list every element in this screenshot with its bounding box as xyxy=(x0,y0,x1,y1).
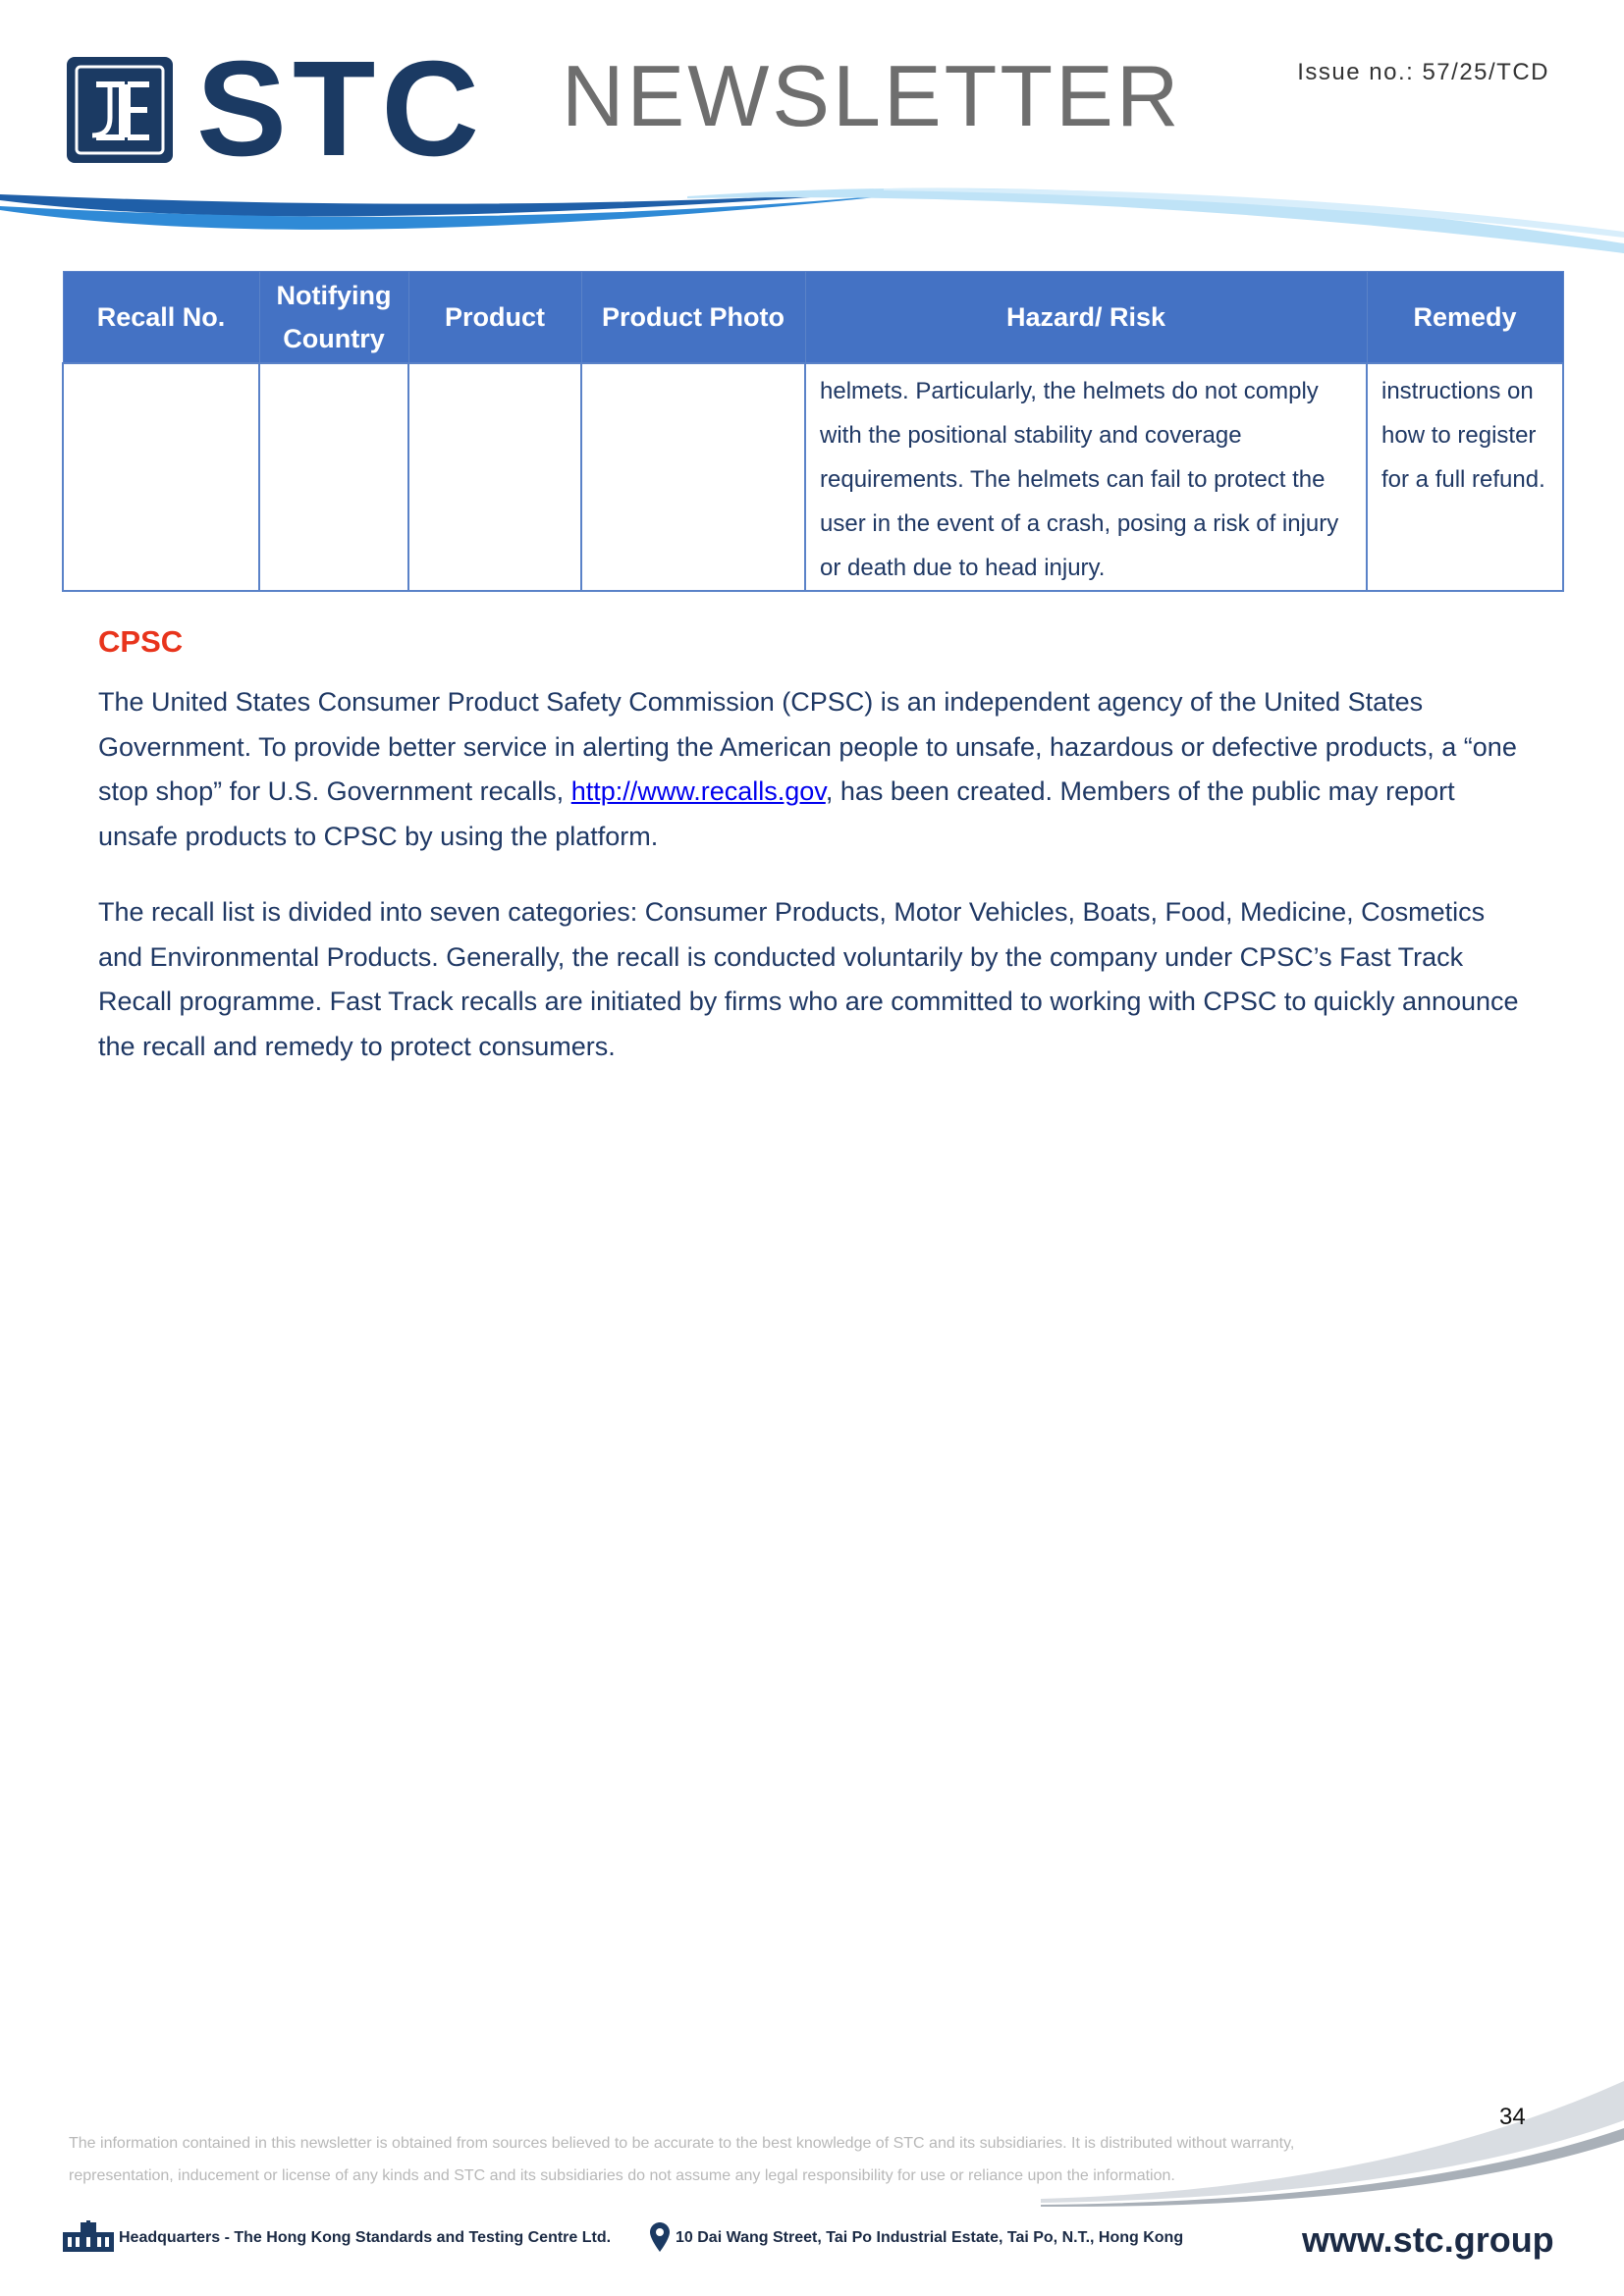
paragraph-text: , has been created. Members of the public may report unsafe products to CPSC by using the platform. xyxy=(98,776,1455,851)
recall-table xyxy=(62,271,1564,592)
table-header-row xyxy=(63,272,1563,364)
cell-product xyxy=(408,363,581,591)
cell-hazard-risk: helmets. Particularly, the helmets do not comply with the positional stability and coverage requirements. The helmets can fail to protect the user in the event of a crash, posing a risk of injury or death due to head injury. xyxy=(805,363,1367,591)
website-link[interactable]: www.stc.group xyxy=(1302,2219,1554,2260)
paragraph-text: The United States Consumer Product Safety Commission (CPSC) is an independent agency of the United States Government. To provide better service in alerting the American people to unsafe, hazardous or defective products, a “one stop shop” for U.S. Government recalls, xyxy=(98,687,1517,806)
cell-recall-no xyxy=(63,363,259,591)
cell-product-photo xyxy=(581,363,805,591)
table-row xyxy=(63,363,1563,591)
location-pin-icon xyxy=(650,2222,670,2252)
cpsc-heading: CPSC xyxy=(98,624,184,659)
newsletter-title: NEWSLETTER xyxy=(562,47,1182,144)
logo-wordmark: STC xyxy=(196,33,485,185)
cpsc-paragraph-1 xyxy=(98,680,1532,859)
col-recall-no: Recall No. xyxy=(63,272,259,364)
cpsc-paragraph-2: The recall list is divided into seven categories: Consumer Products, Motor Vehicles, Boats, Food, Medicine, Cosmetics and Environmental Products. Generally, the recall is conducted voluntarily by the company under CPSC’s Fast Track Recall programme. Fast Track recalls are initiated by firms who are committed to working with CPSC to quickly announce the recall and remedy to protect consumers. xyxy=(98,897,1519,1061)
header-swoosh-decoration xyxy=(0,177,1624,275)
headquarters-text: Headquarters - The Hong Kong Standards and Testing Centre Ltd. xyxy=(119,2229,612,2246)
building-icon xyxy=(63,2220,114,2252)
col-product-photo: Product Photo xyxy=(581,272,805,364)
issue-number: Issue no.: 57/25/TCD xyxy=(1297,59,1549,85)
recalls-gov-link[interactable]: http://www.recalls.gov xyxy=(570,776,826,806)
col-remedy: Remedy xyxy=(1367,272,1563,364)
cell-notifying-country xyxy=(259,363,408,591)
address-text: 10 Dai Wang Street, Tai Po Industrial Estate, Tai Po, N.T., Hong Kong xyxy=(676,2229,1184,2246)
col-notifying-country: Notifying Country xyxy=(259,272,408,364)
col-hazard-risk: Hazard/ Risk xyxy=(805,272,1367,364)
disclaimer-text: The information contained in this newsletter is obtained from sources believed to be accurate to the best knowledge of STC and its subsidiaries. It is distributed without warranty, representation, inducement or license of any kinds and STC and its subsidiaries do not assume any legal responsibility for use or reliance upon the information. xyxy=(69,2135,1295,2184)
col-product: Product xyxy=(408,272,581,364)
page-number: 34 xyxy=(1499,2104,1526,2130)
cell-remedy: instructions on how to register for a full refund. xyxy=(1367,363,1563,591)
